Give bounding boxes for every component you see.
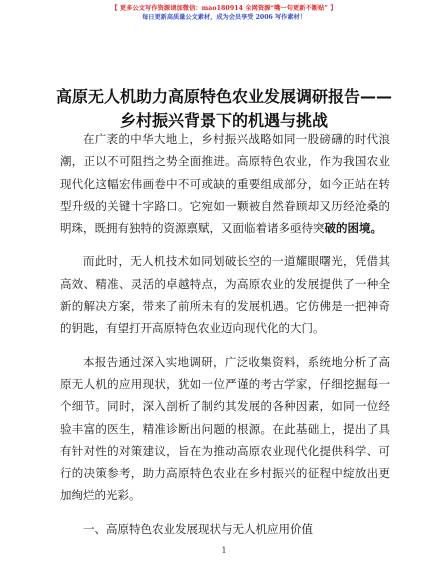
document-body (60, 128, 390, 540)
title-line1: 高原无人机助力高原特色农业发展调研报告—— (55, 87, 392, 106)
section-heading-1: 一、高原特色农业发展现状与无人机应用价值 (83, 521, 313, 536)
page-number: 1 (221, 546, 227, 555)
document-title (40, 85, 408, 133)
paragraph-1-text: 在广袤的中华大地上，乡村振兴战略如同一股磅礴的时代浪潮，正以不可阻挡之势全面推进。高原特色农业，作为我国农业现代化这幅宏伟画卷中不可或缺的重要组成部分，如今正站在转型升级的关键十字路口。它宛如一颗被自然眷顾却又历经沧桑的明珠，既拥有独特的资源禀赋，又面临着诸多亟待突 (60, 132, 390, 236)
paragraph-1 (60, 128, 390, 239)
promo-banner-line1: 【 更多公文写作资源请加微信：mao180914 全网资源“嘴一句更新不断贴” 】 (111, 5, 337, 12)
paragraph-1-bold-text: 破的困境。 (324, 221, 382, 236)
promo-banner-line2: 每日更新高质量公文素材，成为会员享受 2006 写作素材！ (142, 14, 306, 21)
paragraph-2: 而此时，无人机技术如同划破长空的一道耀眼曙光，凭借其高效、精准、灵活的卓越特点，为高原农业的发展提供了一种全新的解决方案，带来了前所未有的发展机遇。它仿佛是一把神奇的钥匙，有望打开高原特色农业迈向现代化的大门。 (60, 254, 390, 336)
promo-banner (0, 4, 448, 22)
title-line2: 乡村振兴背景下的机遇与挑战 (119, 111, 328, 130)
paragraph-3: 本报告通过深入实地调研，广泛收集资料，系统地分析了高原无人机的应用现状，犹如一位严谨的考古学家，仔细挖掘每一个细节。同时，深入剖析了制约其发展的各种因素，如同一位经验丰富的医生，精准诊断出问题的根源。在此基础上，提出了具有针对性的对策建议，旨在为推动高原农业现代化提供科学、可行的决策参考，助力高原特色农业在乡村振兴的征程中绽放出更加绚烂的光彩。 (60, 354, 390, 503)
